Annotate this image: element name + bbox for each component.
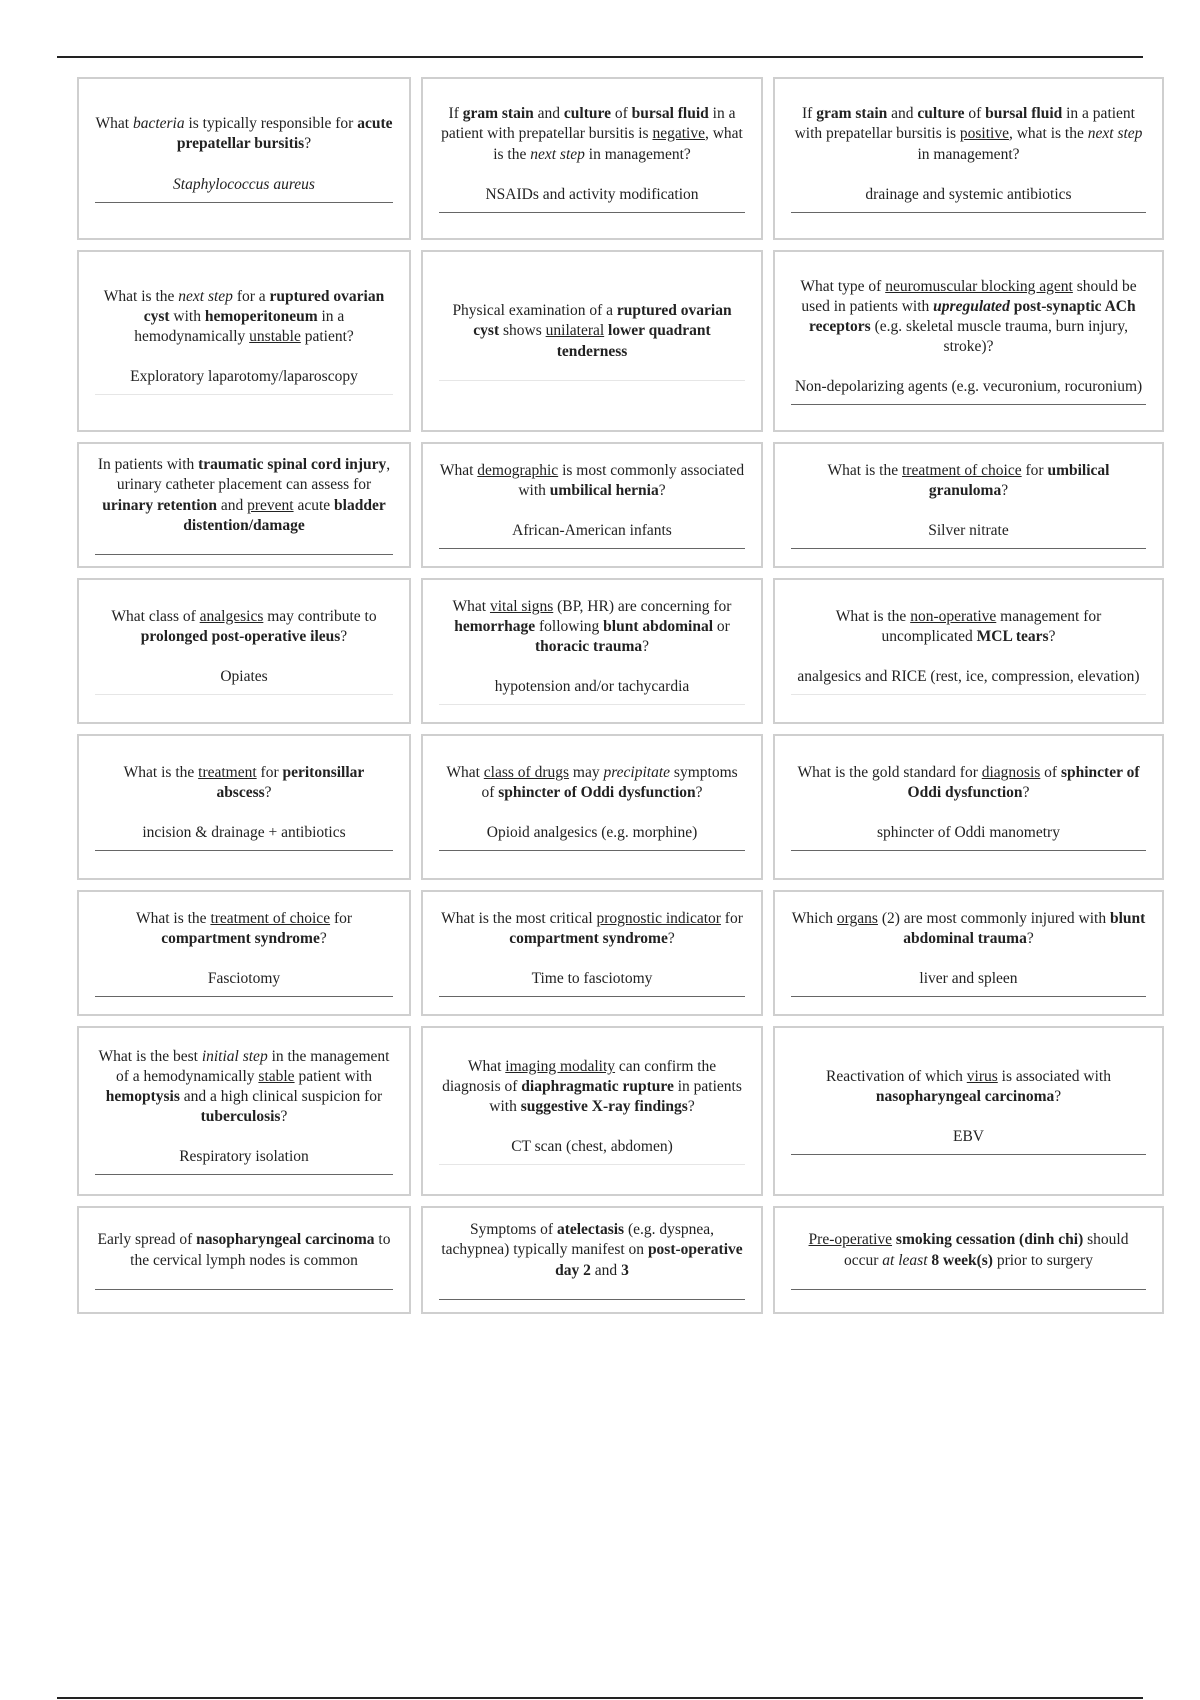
top-rule <box>57 56 1143 58</box>
answer-divider <box>439 380 745 381</box>
answer-divider <box>791 694 1146 695</box>
flashcard-answer: EBV <box>953 1128 984 1146</box>
flashcard <box>77 578 411 724</box>
flashcard <box>77 250 411 432</box>
flashcard-question: In patients with traumatic spinal cord injury, urinary catheter placement can assess for urinary retention and prevent acute bladder distention/damage <box>97 456 391 534</box>
flashcard-answer: analgesics and RICE (rest, ice, compression, elevation) <box>797 668 1140 686</box>
flashcard-answer: Opiates <box>220 668 268 686</box>
flashcard-answer: Staphylococcus aureus <box>173 175 315 193</box>
flashcard <box>421 1206 763 1314</box>
flashcard-question: What is the best initial step in the management of a hemodynamically stable patient with hemoptysis and a high clinical suspicion for tuberculosis? <box>98 1047 390 1126</box>
answer-divider <box>791 548 1146 549</box>
answer-divider <box>95 694 393 695</box>
flashcard <box>773 1206 1164 1314</box>
flashcard-grid <box>77 77 1164 1324</box>
flashcard <box>77 734 411 880</box>
flashcard <box>421 1026 763 1196</box>
answer-divider <box>439 212 745 213</box>
flashcard-question: What is the treatment for peritonsillar abscess? <box>123 763 365 801</box>
flashcard-answer: African-American infants <box>512 522 672 540</box>
flashcard-question: What is the gold standard for diagnosis of sphincter of Oddi dysfunction? <box>797 763 1140 801</box>
flashcard-question: Pre-operative smoking cessation (dinh chi) should occur at least 8 week(s) prior to surgery <box>808 1231 1129 1269</box>
flashcard <box>77 1206 411 1314</box>
flashcard-question: What imaging modality can confirm the diagnosis of diaphragmatic rupture in patients with suggestive X-ray findings? <box>442 1057 742 1115</box>
flashcard <box>421 734 763 880</box>
flashcard <box>773 442 1164 568</box>
flashcard-question: If gram stain and culture of bursal fluid in a patient with prepatellar bursitis is negative, what is the next step in management? <box>441 105 743 163</box>
answer-divider <box>95 1174 393 1175</box>
flashcard-question: If gram stain and culture of bursal fluid in a patient with prepatellar bursitis is positive, what is the next step in management? <box>794 105 1143 163</box>
answer-divider <box>439 704 745 705</box>
answer-divider <box>95 394 393 395</box>
flashcard-answer: sphincter of Oddi manometry <box>877 824 1060 842</box>
flashcard-answer: Time to fasciotomy <box>531 970 653 988</box>
flashcard-answer: incision & drainage + antibiotics <box>142 824 346 842</box>
answer-divider <box>439 1164 745 1165</box>
flashcard-answer: Opioid analgesics (e.g. morphine) <box>486 824 698 842</box>
flashcard-answer: liver and spleen <box>919 970 1018 988</box>
answer-divider <box>791 1154 1146 1155</box>
flashcard-answer: Exploratory laparotomy/laparoscopy <box>130 368 358 386</box>
answer-divider <box>95 850 393 851</box>
flashcard <box>77 890 411 1016</box>
flashcard-answer: drainage and systemic antibiotics <box>865 185 1072 203</box>
answer-divider <box>791 996 1146 997</box>
flashcard-question: Physical examination of a ruptured ovarian cyst shows unilateral lower quadrant tenderness <box>452 302 732 360</box>
flashcard-question: What bacteria is typically responsible for acute prepatellar bursitis? <box>95 115 393 153</box>
answer-divider <box>439 548 745 549</box>
flashcard-question: Symptoms of atelectasis (e.g. dyspnea, tachypnea) typically manifest on post-operative day 2 and 3 <box>441 1221 743 1279</box>
flashcard-question: What is the next step for a ruptured ovarian cyst with hemoperitoneum in a hemodynamically unstable patient? <box>103 287 385 345</box>
flashcard <box>77 77 411 240</box>
flashcard <box>773 1026 1164 1196</box>
flashcard-question: What is the treatment of choice for compartment syndrome? <box>135 909 353 947</box>
flashcard-question: What class of drugs may precipitate symptoms of sphincter of Oddi dysfunction? <box>446 763 738 801</box>
flashcard <box>773 578 1164 724</box>
flashcard-answer: CT scan (chest, abdomen) <box>511 1138 673 1156</box>
answer-divider <box>439 1299 745 1300</box>
flashcard <box>773 250 1164 432</box>
flashcard <box>77 1026 411 1196</box>
flashcard <box>773 890 1164 1016</box>
answer-divider <box>791 1289 1146 1290</box>
answer-divider <box>439 850 745 851</box>
answer-divider <box>95 202 393 203</box>
flashcard-answer: hypotension and/or tachycardia <box>494 678 690 696</box>
flashcard-question: What is the treatment of choice for umbilical granuloma? <box>827 461 1110 499</box>
flashcard-answer: NSAIDs and activity modification <box>485 185 699 203</box>
flashcard-answer: Silver nitrate <box>928 522 1009 540</box>
flashcard-question: What vital signs (BP, HR) are concerning for hemorrhage following blunt abdominal or thoracic trauma? <box>452 597 732 655</box>
answer-divider <box>95 996 393 997</box>
flashcard-question: What class of analgesics may contribute to prolonged post-operative ileus? <box>111 607 377 645</box>
answer-divider <box>791 850 1146 851</box>
answer-divider <box>791 212 1146 213</box>
flashcard <box>421 442 763 568</box>
flashcard <box>421 578 763 724</box>
flashcard <box>773 77 1164 240</box>
flashcard-question: What is the most critical prognostic indicator for compartment syndrome? <box>441 909 743 947</box>
answer-divider <box>95 1289 393 1290</box>
flashcard-answer: Respiratory isolation <box>179 1148 309 1166</box>
answer-divider <box>439 996 745 997</box>
flashcard <box>421 250 763 432</box>
bottom-rule <box>57 1697 1143 1699</box>
flashcard-question: Early spread of nasopharyngeal carcinoma to the cervical lymph nodes is common <box>97 1231 391 1269</box>
flashcard-answer: Fasciotomy <box>207 970 281 988</box>
flashcard <box>77 442 411 568</box>
flashcard-question: What type of neuromuscular blocking agent should be used in patients with upregulated post-synaptic ACh receptors (e.g. skeletal muscle trauma, burn injury, stroke)? <box>800 277 1137 356</box>
flashcard-question: Which organs (2) are most commonly injured with blunt abdominal trauma? <box>791 909 1146 947</box>
flashcard <box>773 734 1164 880</box>
flashcard-question: What demographic is most commonly associated with umbilical hernia? <box>439 461 745 499</box>
flashcard-question: What is the non-operative management for uncomplicated MCL tears? <box>835 607 1102 645</box>
flashcard <box>421 890 763 1016</box>
answer-divider <box>791 404 1146 405</box>
flashcard-question: Reactivation of which virus is associated with nasopharyngeal carcinoma? <box>826 1067 1111 1105</box>
flashcard <box>421 77 763 240</box>
answer-divider <box>95 554 393 555</box>
flashcard-answer: Non-depolarizing agents (e.g. vecuronium, rocuronium) <box>794 378 1143 396</box>
